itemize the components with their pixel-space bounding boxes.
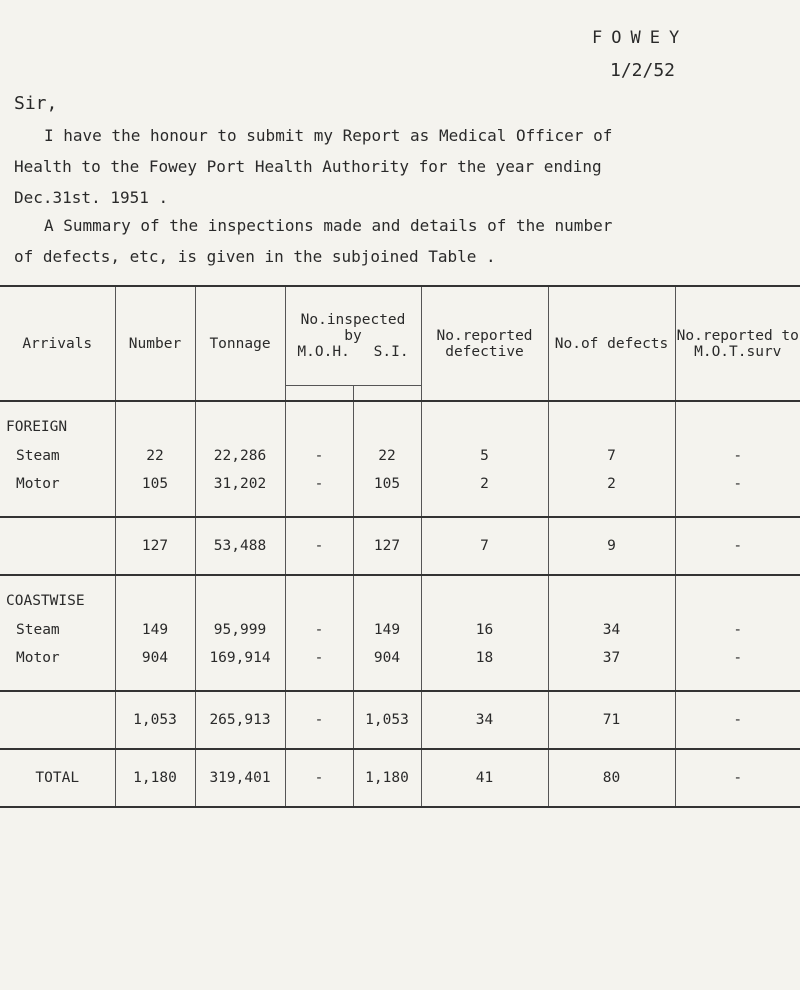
empty-cell <box>115 575 195 616</box>
subtotal-row-coastwise <box>0 691 800 749</box>
salutation: Sir, <box>14 93 58 114</box>
empty-cell <box>353 575 421 616</box>
header-inspected-subs <box>286 344 421 360</box>
cell-defective: 18 <box>421 644 548 672</box>
cell-tonnage: 53,488 <box>195 517 285 575</box>
empty-cell <box>675 575 800 616</box>
empty-cell <box>675 401 800 442</box>
total-label: TOTAL <box>0 749 115 807</box>
row-label: Steam <box>0 442 115 470</box>
empty-cell <box>353 401 421 442</box>
cell-tonnage: 319,401 <box>195 749 285 807</box>
empty-cell <box>675 672 800 691</box>
inspection-table <box>0 285 800 808</box>
row-label: Motor <box>0 470 115 498</box>
cell-moh: - <box>285 517 353 575</box>
cell-si: 1,053 <box>353 691 421 749</box>
cell-defective: 7 <box>421 517 548 575</box>
spacer-row <box>0 498 800 517</box>
cell-si: 22 <box>353 442 421 470</box>
paragraph-line: of defects, etc, is given in the subjoined Table . <box>14 247 496 266</box>
paragraph-line: I have the honour to submit my Report as Medical Officer of <box>44 126 613 145</box>
empty-cell <box>285 672 353 691</box>
header-reported-to-title: No.reported to <box>676 327 799 344</box>
cell-moh: - <box>285 616 353 644</box>
cell-moh: - <box>285 442 353 470</box>
empty-cell <box>548 498 675 517</box>
cell-tonnage: 169,914 <box>195 644 285 672</box>
paragraph-line: Health to the Fowey Port Health Authority for the year ending <box>14 157 602 176</box>
cell-defects: 80 <box>548 749 675 807</box>
section-heading-coastwise: COASTWISE <box>0 575 115 616</box>
table-row <box>0 616 800 644</box>
empty-cell <box>0 498 115 517</box>
cell-defective: 16 <box>421 616 548 644</box>
cell-defects: 37 <box>548 644 675 672</box>
empty-cell <box>285 401 353 442</box>
header-inspected-title: No.inspected <box>300 312 406 328</box>
table-row <box>0 442 800 470</box>
cell-defective: 34 <box>421 691 548 749</box>
cell-si: 904 <box>353 644 421 672</box>
cell-reported: - <box>675 616 800 644</box>
cell-moh: - <box>285 749 353 807</box>
empty-cell <box>0 672 115 691</box>
empty-cell <box>353 672 421 691</box>
empty-cell <box>195 498 285 517</box>
cell-moh: - <box>285 691 353 749</box>
empty-cell <box>285 575 353 616</box>
row-label: Motor <box>0 644 115 672</box>
subtotal-row-foreign <box>0 517 800 575</box>
header-defects: No.of defects <box>548 286 675 401</box>
paragraph-intro <box>14 120 794 213</box>
cell-number: 149 <box>115 616 195 644</box>
cell-defects: 34 <box>548 616 675 644</box>
cell-tonnage: 22,286 <box>195 442 285 470</box>
empty-cell <box>0 691 115 749</box>
section-heading-row <box>0 575 800 616</box>
spacer-row <box>0 672 800 691</box>
empty-cell <box>195 401 285 442</box>
cell-defective: 2 <box>421 470 548 498</box>
empty-cell <box>115 401 195 442</box>
table-row <box>0 644 800 672</box>
empty-cell <box>195 575 285 616</box>
header-arrivals: Arrivals <box>0 286 115 401</box>
cell-number: 1,053 <box>115 691 195 749</box>
cell-si: 1,180 <box>353 749 421 807</box>
empty-cell <box>353 498 421 517</box>
table-row <box>0 470 800 498</box>
cell-si: 105 <box>353 470 421 498</box>
grand-total-row <box>0 749 800 807</box>
cell-si: 149 <box>353 616 421 644</box>
cell-reported: - <box>675 691 800 749</box>
cell-number: 904 <box>115 644 195 672</box>
cell-reported: - <box>675 470 800 498</box>
header-tonnage: Tonnage <box>195 286 285 401</box>
empty-cell <box>115 498 195 517</box>
header-reported-to-sub: M.O.T.surv <box>694 343 782 360</box>
empty-cell <box>548 401 675 442</box>
cell-defects: 9 <box>548 517 675 575</box>
cell-reported: - <box>675 644 800 672</box>
cell-tonnage: 31,202 <box>195 470 285 498</box>
empty-cell <box>675 498 800 517</box>
cell-number: 22 <box>115 442 195 470</box>
cell-number: 105 <box>115 470 195 498</box>
row-label: Steam <box>0 616 115 644</box>
cell-reported: - <box>675 749 800 807</box>
empty-cell <box>421 575 548 616</box>
header-inspected-by: by <box>344 328 362 344</box>
empty-cell <box>115 672 195 691</box>
empty-cell <box>421 498 548 517</box>
empty-cell <box>195 672 285 691</box>
cell-moh: - <box>285 644 353 672</box>
paragraph-line: Dec.31st. 1951 . <box>14 188 169 207</box>
cell-si: 127 <box>353 517 421 575</box>
cell-tonnage: 95,999 <box>195 616 285 644</box>
empty-cell <box>0 517 115 575</box>
cell-reported: - <box>675 517 800 575</box>
cell-defective: 41 <box>421 749 548 807</box>
cell-defects: 2 <box>548 470 675 498</box>
header-reported-defective: No.reported defective <box>421 286 548 401</box>
header-moh: M.O.H. <box>297 344 350 360</box>
header-inspected <box>285 286 421 386</box>
header-number: Number <box>115 286 195 401</box>
letter-date: 1/2/52 <box>610 60 676 81</box>
cell-number: 127 <box>115 517 195 575</box>
cell-defective: 5 <box>421 442 548 470</box>
empty-cell <box>548 672 675 691</box>
empty-cell <box>421 672 548 691</box>
table-header-row <box>0 286 800 386</box>
place-heading: FOWEY <box>592 28 689 48</box>
cell-reported: - <box>675 442 800 470</box>
cell-defects: 7 <box>548 442 675 470</box>
cell-tonnage: 265,913 <box>195 691 285 749</box>
paragraph-summary <box>14 210 794 272</box>
empty-cell <box>548 575 675 616</box>
section-heading-row <box>0 401 800 442</box>
paragraph-line: A Summary of the inspections made and details of the number <box>44 216 613 235</box>
empty-cell <box>421 401 548 442</box>
header-moh-cell <box>285 386 353 402</box>
header-si-cell <box>353 386 421 402</box>
empty-cell <box>285 498 353 517</box>
header-reported-to <box>675 286 800 401</box>
cell-defects: 71 <box>548 691 675 749</box>
header-si: S.I. <box>373 344 409 360</box>
section-heading-foreign: FOREIGN <box>0 401 115 442</box>
cell-number: 1,180 <box>115 749 195 807</box>
cell-moh: - <box>285 470 353 498</box>
